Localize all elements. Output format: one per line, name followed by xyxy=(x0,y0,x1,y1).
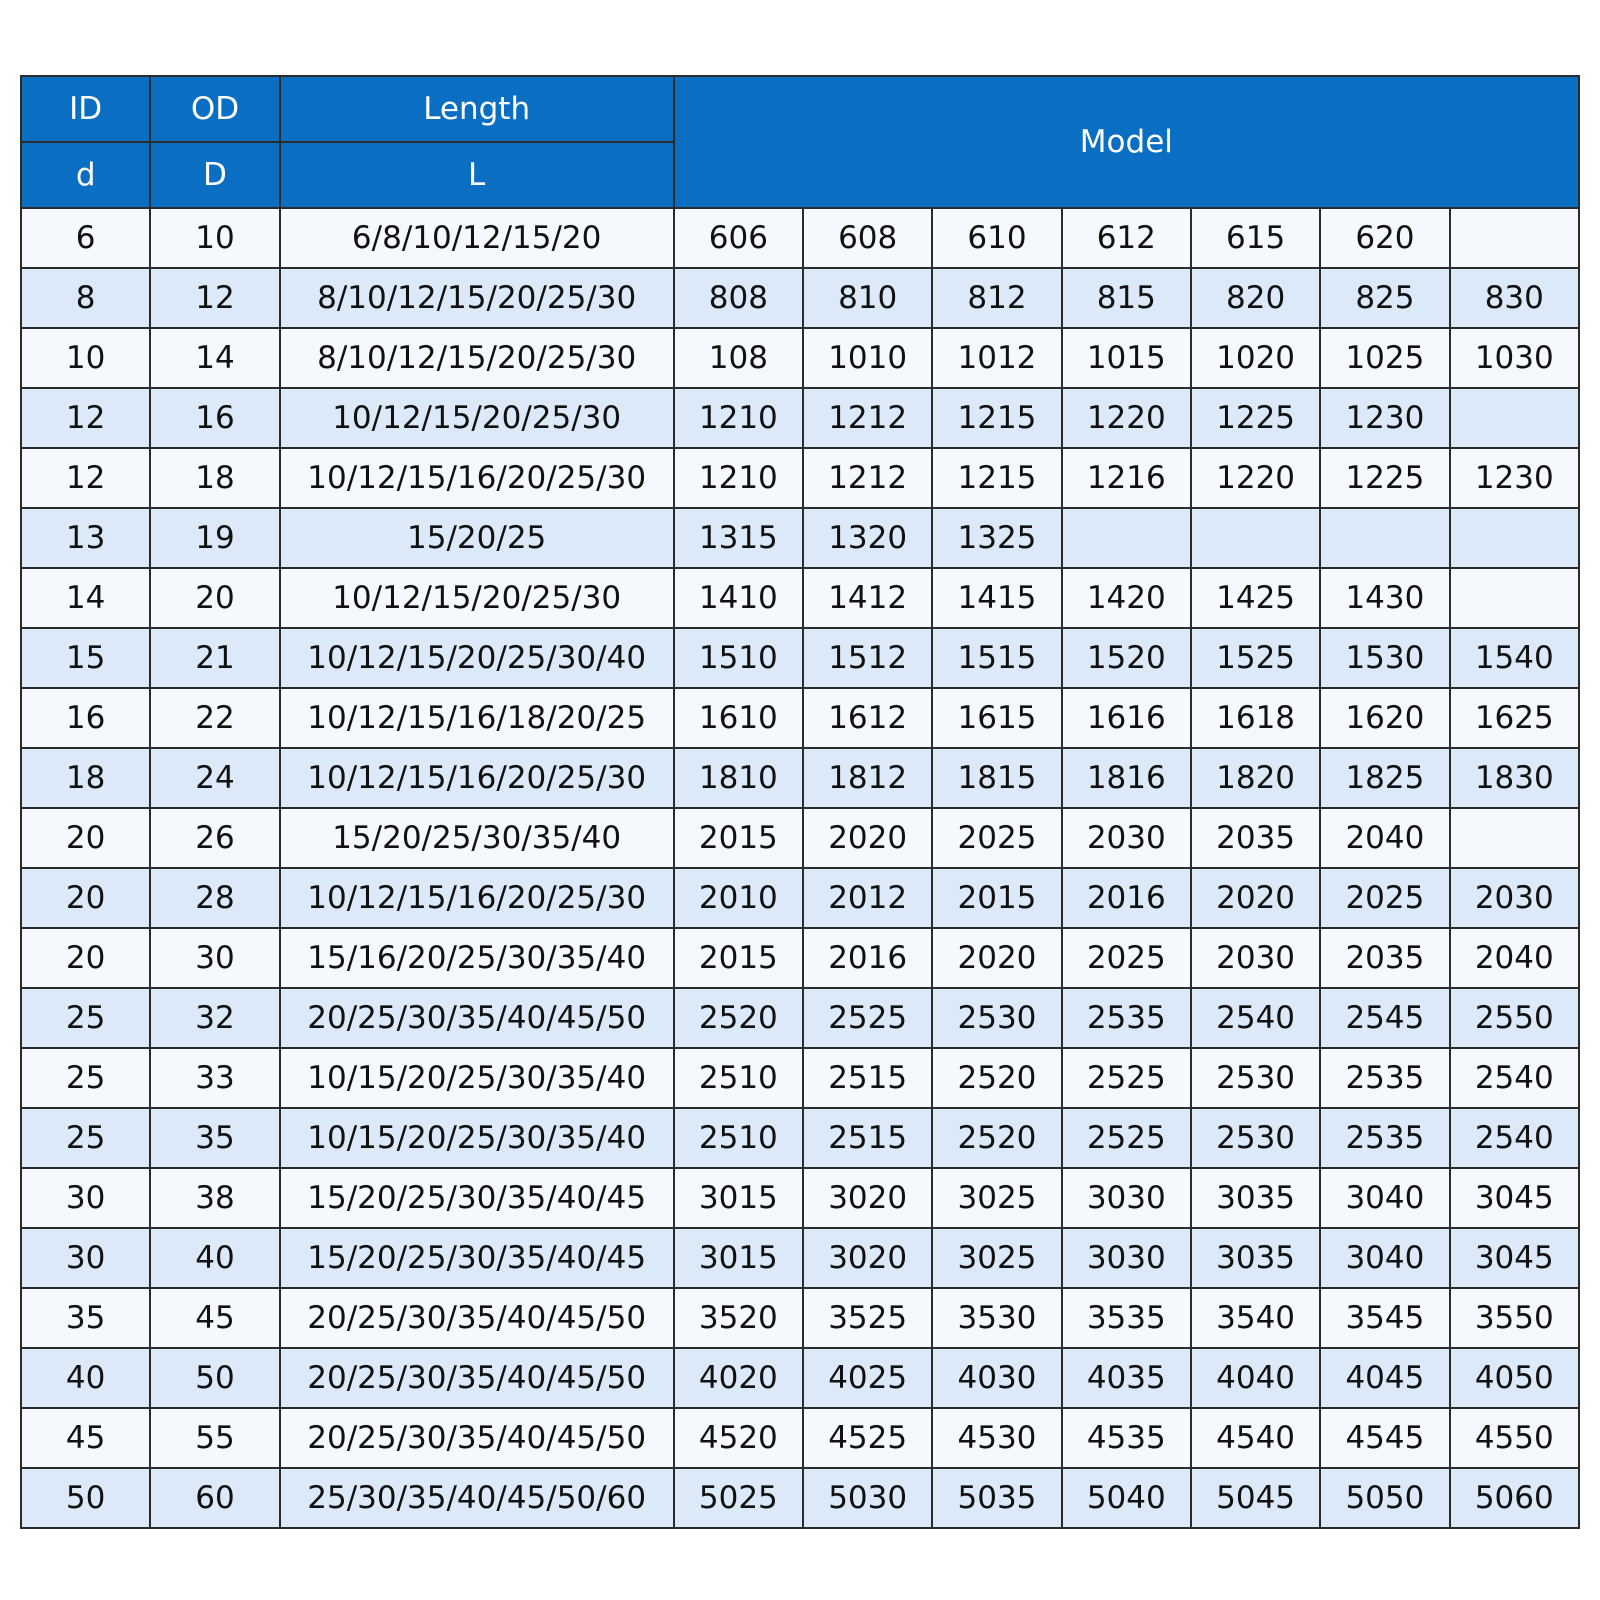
header-id: ID xyxy=(21,76,150,142)
cell-model: 4530 xyxy=(932,1408,1061,1468)
cell-model: 1410 xyxy=(674,568,803,628)
cell-model: 606 xyxy=(674,208,803,268)
cell-model: 1420 xyxy=(1062,568,1191,628)
table-row xyxy=(21,508,1579,568)
cell-model: 810 xyxy=(803,268,932,328)
table-row xyxy=(21,568,1579,628)
cell-model: 1020 xyxy=(1191,328,1320,388)
cell-model xyxy=(1450,208,1579,268)
table-row xyxy=(21,1108,1579,1168)
cell-model: 1820 xyxy=(1191,748,1320,808)
cell-model: 2535 xyxy=(1062,988,1191,1048)
cell-length-L: 8/10/12/15/20/25/30 xyxy=(280,328,674,388)
cell-od-D: 18 xyxy=(150,448,279,508)
cell-model: 1512 xyxy=(803,628,932,688)
cell-length-L: 10/12/15/16/18/20/25 xyxy=(280,688,674,748)
cell-model: 1515 xyxy=(932,628,1061,688)
cell-model: 3550 xyxy=(1450,1288,1579,1348)
cell-model: 2030 xyxy=(1450,868,1579,928)
cell-model: 4545 xyxy=(1320,1408,1449,1468)
cell-model: 5030 xyxy=(803,1468,932,1528)
cell-model: 2540 xyxy=(1450,1108,1579,1168)
cell-od-D: 45 xyxy=(150,1288,279,1348)
cell-od-D: 12 xyxy=(150,268,279,328)
table-row xyxy=(21,1228,1579,1288)
cell-model: 1430 xyxy=(1320,568,1449,628)
cell-id-d: 13 xyxy=(21,508,150,568)
cell-id-d: 18 xyxy=(21,748,150,808)
cell-model: 612 xyxy=(1062,208,1191,268)
cell-model: 2035 xyxy=(1320,928,1449,988)
cell-model: 3545 xyxy=(1320,1288,1449,1348)
cell-model: 5045 xyxy=(1191,1468,1320,1528)
table-row xyxy=(21,628,1579,688)
cell-model: 2016 xyxy=(803,928,932,988)
cell-id-d: 50 xyxy=(21,1468,150,1528)
table-row xyxy=(21,928,1579,988)
cell-model: 1830 xyxy=(1450,748,1579,808)
cell-model: 1615 xyxy=(932,688,1061,748)
cell-od-D: 21 xyxy=(150,628,279,688)
cell-model: 3040 xyxy=(1320,1168,1449,1228)
cell-model: 2520 xyxy=(932,1048,1061,1108)
cell-length-L: 10/12/15/16/20/25/30 xyxy=(280,868,674,928)
cell-model: 815 xyxy=(1062,268,1191,328)
cell-model: 2015 xyxy=(674,928,803,988)
cell-od-D: 60 xyxy=(150,1468,279,1528)
cell-model: 3015 xyxy=(674,1228,803,1288)
cell-model: 1415 xyxy=(932,568,1061,628)
cell-model: 1510 xyxy=(674,628,803,688)
cell-model: 3045 xyxy=(1450,1228,1579,1288)
cell-model: 820 xyxy=(1191,268,1320,328)
cell-length-L: 20/25/30/35/40/45/50 xyxy=(280,1288,674,1348)
cell-model: 4050 xyxy=(1450,1348,1579,1408)
cell-id-d: 20 xyxy=(21,808,150,868)
cell-model: 4535 xyxy=(1062,1408,1191,1468)
cell-model: 1220 xyxy=(1062,388,1191,448)
cell-model xyxy=(1450,808,1579,868)
table-row xyxy=(21,1288,1579,1348)
cell-model: 1015 xyxy=(1062,328,1191,388)
cell-od-D: 38 xyxy=(150,1168,279,1228)
cell-od-D: 50 xyxy=(150,1348,279,1408)
cell-model: 5060 xyxy=(1450,1468,1579,1528)
cell-model: 812 xyxy=(932,268,1061,328)
cell-length-L: 6/8/10/12/15/20 xyxy=(280,208,674,268)
cell-model: 2525 xyxy=(803,988,932,1048)
cell-od-D: 19 xyxy=(150,508,279,568)
cell-model: 5040 xyxy=(1062,1468,1191,1528)
cell-id-d: 6 xyxy=(21,208,150,268)
cell-model: 2535 xyxy=(1320,1108,1449,1168)
cell-model: 2525 xyxy=(1062,1108,1191,1168)
cell-model: 2510 xyxy=(674,1048,803,1108)
cell-model: 3035 xyxy=(1191,1228,1320,1288)
header-L: L xyxy=(280,142,674,208)
cell-model: 2016 xyxy=(1062,868,1191,928)
cell-model xyxy=(1450,388,1579,448)
cell-od-D: 40 xyxy=(150,1228,279,1288)
cell-id-d: 8 xyxy=(21,268,150,328)
cell-model: 4020 xyxy=(674,1348,803,1408)
cell-od-D: 10 xyxy=(150,208,279,268)
cell-od-D: 20 xyxy=(150,568,279,628)
table-body xyxy=(21,208,1579,1528)
cell-model: 2020 xyxy=(803,808,932,868)
cell-id-d: 25 xyxy=(21,1108,150,1168)
cell-model: 4550 xyxy=(1450,1408,1579,1468)
table-row xyxy=(21,1048,1579,1108)
cell-model: 3520 xyxy=(674,1288,803,1348)
cell-model: 4025 xyxy=(803,1348,932,1408)
cell-model: 1525 xyxy=(1191,628,1320,688)
cell-length-L: 10/12/15/16/20/25/30 xyxy=(280,448,674,508)
cell-model xyxy=(1450,508,1579,568)
cell-model: 3035 xyxy=(1191,1168,1320,1228)
cell-od-D: 14 xyxy=(150,328,279,388)
cell-model: 615 xyxy=(1191,208,1320,268)
cell-id-d: 10 xyxy=(21,328,150,388)
cell-model: 4040 xyxy=(1191,1348,1320,1408)
cell-od-D: 24 xyxy=(150,748,279,808)
cell-model: 2540 xyxy=(1450,1048,1579,1108)
cell-model: 3540 xyxy=(1191,1288,1320,1348)
cell-model: 4045 xyxy=(1320,1348,1449,1408)
cell-model: 1215 xyxy=(932,448,1061,508)
cell-model: 3530 xyxy=(932,1288,1061,1348)
cell-model: 2515 xyxy=(803,1108,932,1168)
cell-length-L: 15/20/25/30/35/40/45 xyxy=(280,1228,674,1288)
cell-id-d: 20 xyxy=(21,928,150,988)
cell-model: 1325 xyxy=(932,508,1061,568)
cell-model: 1412 xyxy=(803,568,932,628)
header-model: Model xyxy=(674,76,1579,208)
cell-id-d: 25 xyxy=(21,988,150,1048)
table-row xyxy=(21,328,1579,388)
cell-od-D: 28 xyxy=(150,868,279,928)
cell-id-d: 20 xyxy=(21,868,150,928)
cell-model: 2530 xyxy=(932,988,1061,1048)
table-row xyxy=(21,688,1579,748)
cell-model: 2010 xyxy=(674,868,803,928)
cell-model: 1216 xyxy=(1062,448,1191,508)
cell-model: 620 xyxy=(1320,208,1449,268)
cell-id-d: 40 xyxy=(21,1348,150,1408)
cell-length-L: 10/15/20/25/30/35/40 xyxy=(280,1048,674,1108)
cell-model: 2020 xyxy=(932,928,1061,988)
table-row xyxy=(21,748,1579,808)
table-row xyxy=(21,1168,1579,1228)
cell-model: 2525 xyxy=(1062,1048,1191,1108)
table-row xyxy=(21,988,1579,1048)
cell-model: 2040 xyxy=(1320,808,1449,868)
header-D: D xyxy=(150,142,279,208)
cell-model xyxy=(1320,508,1449,568)
cell-length-L: 8/10/12/15/20/25/30 xyxy=(280,268,674,328)
cell-model: 2520 xyxy=(674,988,803,1048)
cell-model: 2012 xyxy=(803,868,932,928)
cell-model: 1230 xyxy=(1320,388,1449,448)
cell-model: 1815 xyxy=(932,748,1061,808)
header-od: OD xyxy=(150,76,279,142)
cell-model: 3030 xyxy=(1062,1168,1191,1228)
cell-model: 610 xyxy=(932,208,1061,268)
cell-model: 4520 xyxy=(674,1408,803,1468)
cell-model: 1616 xyxy=(1062,688,1191,748)
cell-od-D: 55 xyxy=(150,1408,279,1468)
cell-model: 2015 xyxy=(674,808,803,868)
cell-length-L: 10/12/15/20/25/30/40 xyxy=(280,628,674,688)
table-row xyxy=(21,808,1579,868)
cell-model: 2530 xyxy=(1191,1048,1320,1108)
cell-model: 2040 xyxy=(1450,928,1579,988)
cell-id-d: 30 xyxy=(21,1228,150,1288)
cell-model: 2520 xyxy=(932,1108,1061,1168)
cell-model: 1012 xyxy=(932,328,1061,388)
cell-id-d: 30 xyxy=(21,1168,150,1228)
cell-model: 2545 xyxy=(1320,988,1449,1048)
cell-model: 2015 xyxy=(932,868,1061,928)
cell-model: 1610 xyxy=(674,688,803,748)
cell-model: 1530 xyxy=(1320,628,1449,688)
cell-model: 4525 xyxy=(803,1408,932,1468)
cell-model: 2025 xyxy=(932,808,1061,868)
cell-model: 608 xyxy=(803,208,932,268)
cell-model: 4030 xyxy=(932,1348,1061,1408)
cell-id-d: 14 xyxy=(21,568,150,628)
cell-length-L: 10/15/20/25/30/35/40 xyxy=(280,1108,674,1168)
cell-model: 2530 xyxy=(1191,1108,1320,1168)
cell-od-D: 30 xyxy=(150,928,279,988)
cell-model: 1230 xyxy=(1450,448,1579,508)
cell-model: 1315 xyxy=(674,508,803,568)
cell-model: 3040 xyxy=(1320,1228,1449,1288)
cell-length-L: 15/20/25/30/35/40/45 xyxy=(280,1168,674,1228)
cell-model: 1212 xyxy=(803,388,932,448)
cell-model: 830 xyxy=(1450,268,1579,328)
cell-model: 1030 xyxy=(1450,328,1579,388)
cell-od-D: 26 xyxy=(150,808,279,868)
cell-od-D: 16 xyxy=(150,388,279,448)
cell-length-L: 20/25/30/35/40/45/50 xyxy=(280,988,674,1048)
header-length: Length xyxy=(280,76,674,142)
cell-model: 3025 xyxy=(932,1228,1061,1288)
table-row xyxy=(21,208,1579,268)
cell-model: 3045 xyxy=(1450,1168,1579,1228)
cell-model: 1520 xyxy=(1062,628,1191,688)
cell-id-d: 12 xyxy=(21,388,150,448)
cell-model: 1816 xyxy=(1062,748,1191,808)
cell-id-d: 16 xyxy=(21,688,150,748)
cell-model: 108 xyxy=(674,328,803,388)
cell-model: 3025 xyxy=(932,1168,1061,1228)
cell-model: 2515 xyxy=(803,1048,932,1108)
table-row xyxy=(21,1348,1579,1408)
cell-model: 3525 xyxy=(803,1288,932,1348)
cell-id-d: 25 xyxy=(21,1048,150,1108)
cell-model: 1612 xyxy=(803,688,932,748)
table-row xyxy=(21,1408,1579,1468)
cell-model: 1212 xyxy=(803,448,932,508)
table-row xyxy=(21,448,1579,508)
cell-model: 2020 xyxy=(1191,868,1320,928)
cell-id-d: 35 xyxy=(21,1288,150,1348)
cell-model: 1210 xyxy=(674,448,803,508)
cell-model: 1215 xyxy=(932,388,1061,448)
cell-model: 1810 xyxy=(674,748,803,808)
cell-model: 2025 xyxy=(1062,928,1191,988)
cell-length-L: 20/25/30/35/40/45/50 xyxy=(280,1408,674,1468)
cell-model: 2550 xyxy=(1450,988,1579,1048)
cell-length-L: 15/16/20/25/30/35/40 xyxy=(280,928,674,988)
cell-model: 1540 xyxy=(1450,628,1579,688)
cell-length-L: 15/20/25/30/35/40 xyxy=(280,808,674,868)
cell-model: 1425 xyxy=(1191,568,1320,628)
cell-model: 3535 xyxy=(1062,1288,1191,1348)
spec-table-container xyxy=(20,75,1580,1529)
cell-model: 3015 xyxy=(674,1168,803,1228)
cell-model xyxy=(1062,508,1191,568)
cell-model: 2030 xyxy=(1062,808,1191,868)
header-d: d xyxy=(21,142,150,208)
cell-model: 5025 xyxy=(674,1468,803,1528)
cell-model: 1010 xyxy=(803,328,932,388)
cell-model: 1225 xyxy=(1191,388,1320,448)
cell-model: 4035 xyxy=(1062,1348,1191,1408)
cell-model: 1025 xyxy=(1320,328,1449,388)
spec-table xyxy=(20,75,1580,1529)
cell-model: 1225 xyxy=(1320,448,1449,508)
cell-model: 1220 xyxy=(1191,448,1320,508)
cell-length-L: 10/12/15/20/25/30 xyxy=(280,568,674,628)
cell-od-D: 32 xyxy=(150,988,279,1048)
cell-model: 3020 xyxy=(803,1168,932,1228)
cell-od-D: 33 xyxy=(150,1048,279,1108)
table-row xyxy=(21,388,1579,448)
cell-id-d: 45 xyxy=(21,1408,150,1468)
cell-model: 2540 xyxy=(1191,988,1320,1048)
cell-model: 2510 xyxy=(674,1108,803,1168)
cell-id-d: 15 xyxy=(21,628,150,688)
cell-model: 1320 xyxy=(803,508,932,568)
cell-model: 825 xyxy=(1320,268,1449,328)
cell-model: 5035 xyxy=(932,1468,1061,1528)
cell-model: 2535 xyxy=(1320,1048,1449,1108)
cell-model: 1812 xyxy=(803,748,932,808)
cell-od-D: 22 xyxy=(150,688,279,748)
table-row xyxy=(21,868,1579,928)
cell-length-L: 10/12/15/16/20/25/30 xyxy=(280,748,674,808)
cell-id-d: 12 xyxy=(21,448,150,508)
cell-model: 5050 xyxy=(1320,1468,1449,1528)
cell-model: 3020 xyxy=(803,1228,932,1288)
cell-model: 2025 xyxy=(1320,868,1449,928)
cell-model: 2035 xyxy=(1191,808,1320,868)
cell-model: 2030 xyxy=(1191,928,1320,988)
cell-model: 1210 xyxy=(674,388,803,448)
table-row xyxy=(21,268,1579,328)
cell-length-L: 15/20/25 xyxy=(280,508,674,568)
cell-length-L: 20/25/30/35/40/45/50 xyxy=(280,1348,674,1408)
cell-model: 1620 xyxy=(1320,688,1449,748)
cell-length-L: 25/30/35/40/45/50/60 xyxy=(280,1468,674,1528)
cell-model: 1618 xyxy=(1191,688,1320,748)
cell-od-D: 35 xyxy=(150,1108,279,1168)
cell-model: 4540 xyxy=(1191,1408,1320,1468)
table-row xyxy=(21,1468,1579,1528)
cell-model: 1625 xyxy=(1450,688,1579,748)
cell-model xyxy=(1191,508,1320,568)
table-header xyxy=(21,76,1579,208)
cell-model: 1825 xyxy=(1320,748,1449,808)
cell-model: 808 xyxy=(674,268,803,328)
cell-length-L: 10/12/15/20/25/30 xyxy=(280,388,674,448)
cell-model: 3030 xyxy=(1062,1228,1191,1288)
cell-model xyxy=(1450,568,1579,628)
